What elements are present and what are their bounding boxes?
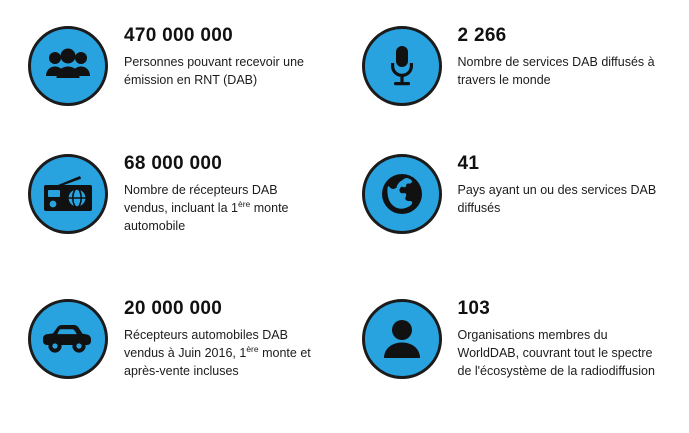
desc-line: Récepteurs automobiles DAB	[124, 327, 288, 342]
stat-item	[356, 287, 680, 423]
stat-description	[124, 326, 319, 380]
stat-text	[114, 297, 346, 380]
stat-description	[458, 53, 658, 89]
desc-line: Personnes pouvant	[124, 54, 232, 69]
desc-line: services DAB diffusés	[457, 183, 657, 216]
stat-description	[458, 181, 658, 217]
icon-wrapper	[22, 152, 114, 234]
stat-item	[22, 150, 346, 286]
desc-line: Nombre de services DAB	[457, 54, 598, 69]
desc-line: radiodiffusion	[580, 363, 655, 378]
desc-line: Organisations membres du	[457, 327, 608, 342]
radio-receiver-icon	[28, 154, 108, 234]
desc-line: RNT (DAB)	[194, 73, 258, 88]
icon-wrapper	[356, 24, 448, 106]
stat-value: 68 000 000	[124, 153, 223, 175]
stat-description	[124, 53, 319, 89]
desc-line: vendus, incluant la 1ère	[124, 199, 251, 216]
desc-line: Nombre de récepteurs DAB	[124, 183, 278, 198]
stat-item	[356, 150, 680, 286]
desc-line: spectre de l'écosystème de la	[457, 345, 653, 378]
stat-value: 470 000 000	[124, 25, 233, 46]
icon-wrapper	[22, 24, 114, 106]
stat-item	[22, 287, 346, 423]
stat-text	[448, 24, 680, 89]
stat-item	[356, 14, 680, 150]
icon-wrapper	[22, 297, 114, 379]
stat-description	[458, 326, 658, 380]
stat-value: 103	[457, 297, 491, 319]
desc-line: et après-vente incluses	[124, 345, 311, 378]
stat-description	[124, 181, 319, 235]
desc-line: diffusés à travers le monde	[457, 54, 655, 88]
stat-value: 2 266	[457, 25, 507, 46]
stat-text	[448, 152, 680, 217]
car-icon	[28, 299, 108, 379]
stat-text	[114, 24, 346, 89]
desc-line: Pays ayant un ou des	[457, 183, 578, 198]
desc-line: WorldDAB, couvrant tout le	[457, 345, 609, 360]
icon-wrapper	[356, 152, 448, 234]
stat-text	[448, 297, 680, 380]
person-user-icon	[362, 299, 442, 379]
globe-icon	[362, 154, 442, 234]
desc-line: recevoir une émission en	[124, 54, 304, 88]
stat-text	[114, 152, 346, 235]
stat-item	[22, 14, 346, 150]
microphone-icon	[362, 26, 442, 106]
people-group-icon	[28, 26, 108, 106]
stat-value: 20 000 000	[124, 297, 223, 319]
desc-line: monte automobile	[124, 201, 289, 234]
desc-line: vendus à Juin 2016, 1ère monte	[124, 343, 297, 360]
stat-value: 41	[457, 153, 480, 175]
icon-wrapper	[356, 297, 448, 379]
